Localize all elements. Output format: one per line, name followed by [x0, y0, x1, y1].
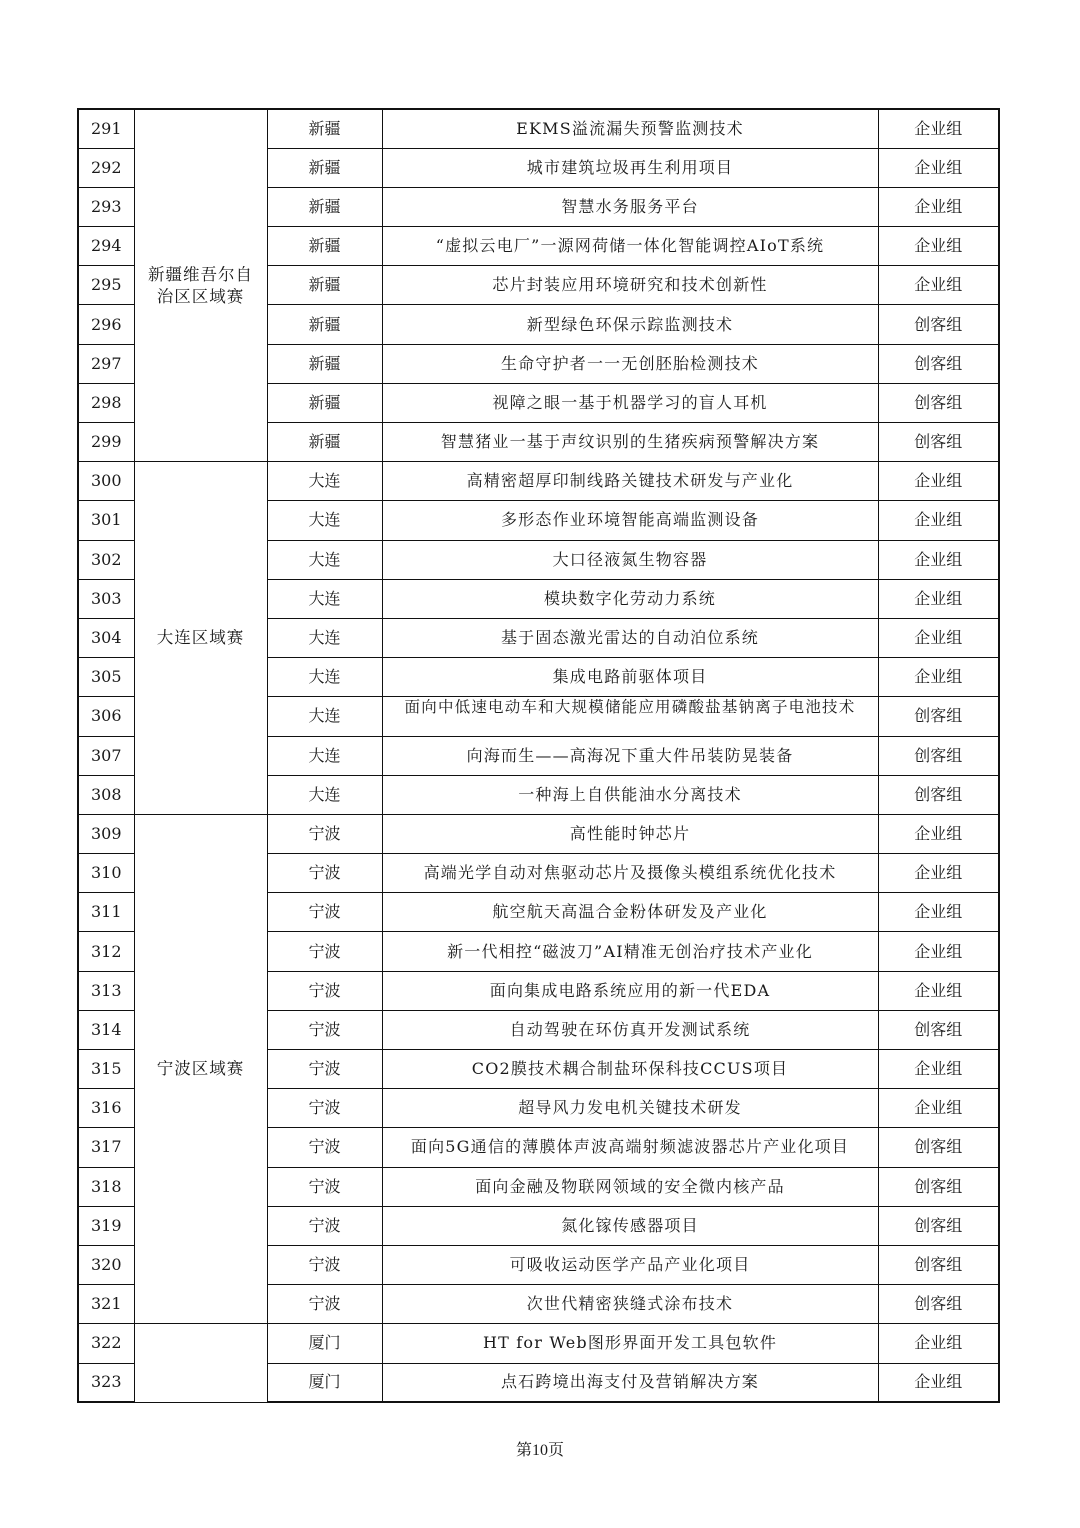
row-number-cell: 314	[78, 1010, 134, 1049]
city-cell: 宁波	[267, 1010, 382, 1049]
group-cell: 企业组	[878, 109, 999, 148]
group-cell: 创客组	[878, 736, 999, 775]
group-cell: 创客组	[878, 1128, 999, 1167]
group-cell: 企业组	[878, 540, 999, 579]
city-cell: 新疆	[267, 148, 382, 187]
city-cell: 宁波	[267, 971, 382, 1010]
region-cell	[134, 1324, 267, 1402]
row-number-cell: 297	[78, 344, 134, 383]
city-cell: 大连	[267, 579, 382, 618]
project-name-cell: 次世代精密狭缝式涂布技术	[382, 1285, 878, 1324]
row-number-cell: 306	[78, 697, 134, 736]
project-name-cell: 面向金融及物联网领域的安全微内核产品	[382, 1167, 878, 1206]
row-number-cell: 294	[78, 227, 134, 266]
row-number-cell: 320	[78, 1245, 134, 1284]
group-cell: 创客组	[878, 1206, 999, 1245]
group-cell: 创客组	[878, 423, 999, 462]
project-list-table	[77, 108, 1000, 1403]
region-cell: 大连区域赛	[134, 462, 267, 815]
row-number-cell: 309	[78, 814, 134, 853]
row-number-cell: 308	[78, 775, 134, 814]
city-cell: 大连	[267, 501, 382, 540]
city-cell: 新疆	[267, 266, 382, 305]
table-row	[78, 1324, 999, 1363]
group-cell: 企业组	[878, 658, 999, 697]
row-number-cell: 307	[78, 736, 134, 775]
row-number-cell: 323	[78, 1363, 134, 1402]
region-cell: 宁波区域赛	[134, 814, 267, 1323]
row-number-cell: 293	[78, 187, 134, 226]
city-cell: 大连	[267, 658, 382, 697]
project-name-cell: 城市建筑垃圾再生利用项目	[382, 148, 878, 187]
group-cell: 企业组	[878, 814, 999, 853]
project-name-cell: 大口径液氮生物容器	[382, 540, 878, 579]
group-cell: 企业组	[878, 187, 999, 226]
project-name-cell: 面向集成电路系统应用的新一代EDA	[382, 971, 878, 1010]
group-cell: 企业组	[878, 932, 999, 971]
project-name-cell: 超导风力发电机关键技术研发	[382, 1089, 878, 1128]
project-name-cell: 模块数字化劳动力系统	[382, 579, 878, 618]
project-name-cell: 智慧水务服务平台	[382, 187, 878, 226]
group-cell: 企业组	[878, 579, 999, 618]
row-number-cell: 316	[78, 1089, 134, 1128]
group-cell: 创客组	[878, 775, 999, 814]
group-cell: 创客组	[878, 383, 999, 422]
table-row	[78, 814, 999, 853]
row-number-cell: 302	[78, 540, 134, 579]
city-cell: 宁波	[267, 1285, 382, 1324]
city-cell: 宁波	[267, 1206, 382, 1245]
project-name-cell: 点石跨境出海支付及营销解决方案	[382, 1363, 878, 1402]
city-cell: 新疆	[267, 423, 382, 462]
city-cell: 新疆	[267, 383, 382, 422]
city-cell: 大连	[267, 618, 382, 657]
city-cell: 宁波	[267, 814, 382, 853]
group-cell: 企业组	[878, 854, 999, 893]
row-number-cell: 299	[78, 423, 134, 462]
table-row	[78, 109, 999, 148]
row-number-cell: 317	[78, 1128, 134, 1167]
group-cell: 企业组	[878, 893, 999, 932]
group-cell: 企业组	[878, 462, 999, 501]
project-name-cell: 航空航天高温合金粉体研发及产业化	[382, 893, 878, 932]
group-cell: 创客组	[878, 1285, 999, 1324]
group-cell: 企业组	[878, 971, 999, 1010]
city-cell: 宁波	[267, 1128, 382, 1167]
row-number-cell: 291	[78, 109, 134, 148]
row-number-cell: 313	[78, 971, 134, 1010]
city-cell: 新疆	[267, 305, 382, 344]
project-name-cell: 高精密超厚印制线路关键技术研发与产业化	[382, 462, 878, 501]
project-name-cell: 氮化镓传感器项目	[382, 1206, 878, 1245]
project-name-cell: 面向5G通信的薄膜体声波高端射频滤波器芯片产业化项目	[382, 1128, 878, 1167]
city-cell: 新疆	[267, 227, 382, 266]
row-number-cell: 311	[78, 893, 134, 932]
group-cell: 企业组	[878, 618, 999, 657]
row-number-cell: 301	[78, 501, 134, 540]
project-name-cell: HT for Web图形界面开发工具包软件	[382, 1324, 878, 1363]
city-cell: 新疆	[267, 187, 382, 226]
city-cell: 新疆	[267, 109, 382, 148]
group-cell: 创客组	[878, 1167, 999, 1206]
project-name-cell: 自动驾驶在环仿真开发测试系统	[382, 1010, 878, 1049]
city-cell: 宁波	[267, 1089, 382, 1128]
project-name-cell: EKMS溢流漏失预警监测技术	[382, 109, 878, 148]
city-cell: 大连	[267, 736, 382, 775]
project-name-cell: 向海而生——高海况下重大件吊装防晃装备	[382, 736, 878, 775]
project-name-cell: 新型绿色环保示踪监测技术	[382, 305, 878, 344]
row-number-cell: 322	[78, 1324, 134, 1363]
group-cell: 创客组	[878, 305, 999, 344]
group-cell: 创客组	[878, 1245, 999, 1284]
city-cell: 宁波	[267, 1245, 382, 1284]
row-number-cell: 292	[78, 148, 134, 187]
row-number-cell: 321	[78, 1285, 134, 1324]
project-name-cell: 多形态作业环境智能高端监测设备	[382, 501, 878, 540]
project-name-cell: “虚拟云电厂”一源网荷储一体化智能调控AIoT系统	[382, 227, 878, 266]
project-list-body	[78, 109, 999, 1402]
row-number-cell: 303	[78, 579, 134, 618]
table-row	[78, 462, 999, 501]
project-name-cell: CO2膜技术耦合制盐环保科技CCUS项目	[382, 1050, 878, 1089]
row-number-cell: 295	[78, 266, 134, 305]
group-cell: 创客组	[878, 697, 999, 736]
project-name-cell: 生命守护者一一无创胚胎检测技术	[382, 344, 878, 383]
project-name-cell: 视障之眼一基于机器学习的盲人耳机	[382, 383, 878, 422]
city-cell: 宁波	[267, 1050, 382, 1089]
city-cell: 宁波	[267, 1167, 382, 1206]
city-cell: 宁波	[267, 893, 382, 932]
row-number-cell: 318	[78, 1167, 134, 1206]
row-number-cell: 319	[78, 1206, 134, 1245]
city-cell: 大连	[267, 775, 382, 814]
row-number-cell: 310	[78, 854, 134, 893]
row-number-cell: 296	[78, 305, 134, 344]
region-cell: 新疆维吾尔自治区区域赛	[134, 109, 267, 462]
row-number-cell: 304	[78, 618, 134, 657]
group-cell: 企业组	[878, 1050, 999, 1089]
city-cell: 新疆	[267, 344, 382, 383]
group-cell: 企业组	[878, 1363, 999, 1402]
project-name-cell: 可吸收运动医学产品产业化项目	[382, 1245, 878, 1284]
page-number: 第10页	[515, 1442, 564, 1459]
project-name-cell: 高性能时钟芯片	[382, 814, 878, 853]
row-number-cell: 312	[78, 932, 134, 971]
city-cell: 大连	[267, 540, 382, 579]
group-cell: 企业组	[878, 266, 999, 305]
group-cell: 企业组	[878, 501, 999, 540]
city-cell: 大连	[267, 697, 382, 736]
group-cell: 企业组	[878, 1089, 999, 1128]
project-name-cell: 面向中低速电动车和大规模储能应用磷酸盐基钠离子电池技术	[382, 697, 878, 736]
city-cell: 宁波	[267, 932, 382, 971]
row-number-cell: 298	[78, 383, 134, 422]
city-cell: 宁波	[267, 854, 382, 893]
group-cell: 企业组	[878, 148, 999, 187]
project-name-cell: 芯片封装应用环境研究和技术创新性	[382, 266, 878, 305]
city-cell: 大连	[267, 462, 382, 501]
project-name-cell: 集成电路前驱体项目	[382, 658, 878, 697]
row-number-cell: 300	[78, 462, 134, 501]
group-cell: 企业组	[878, 227, 999, 266]
group-cell: 企业组	[878, 1324, 999, 1363]
city-cell: 厦门	[267, 1363, 382, 1402]
group-cell: 创客组	[878, 1010, 999, 1049]
project-name-cell: 新一代相控“磁波刀”AI精准无创治疗技术产业化	[382, 932, 878, 971]
project-name-cell: 基于固态激光雷达的自动泊位系统	[382, 618, 878, 657]
city-cell: 厦门	[267, 1324, 382, 1363]
project-name-cell: 高端光学自动对焦驱动芯片及摄像头模组系统优化技术	[382, 854, 878, 893]
row-number-cell: 315	[78, 1050, 134, 1089]
project-name-cell: 一种海上自供能油水分离技术	[382, 775, 878, 814]
group-cell: 创客组	[878, 344, 999, 383]
row-number-cell: 305	[78, 658, 134, 697]
project-name-cell: 智慧猪业一基于声纹识别的生猪疾病预警解决方案	[382, 423, 878, 462]
